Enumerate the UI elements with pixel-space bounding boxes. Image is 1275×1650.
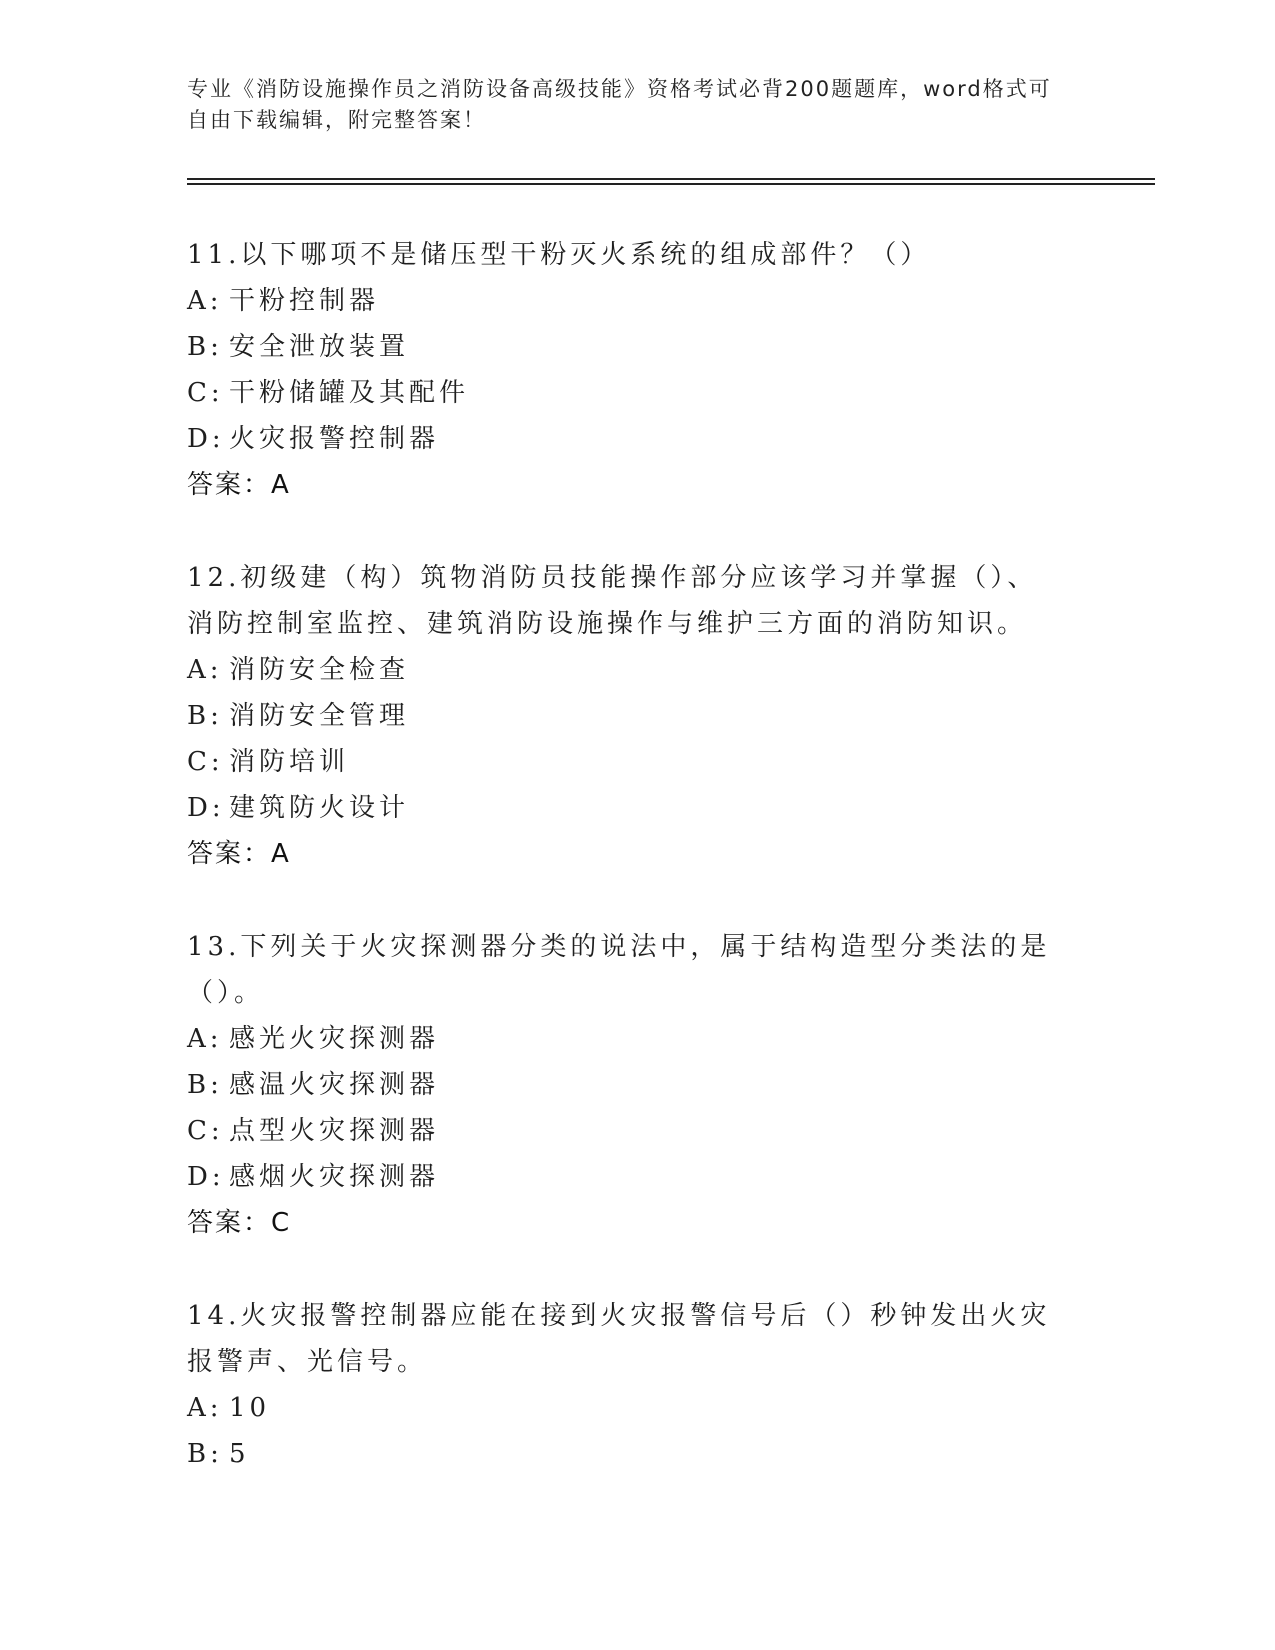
option-letter: A: [187,1024,223,1054]
option-letter: C: [187,747,224,777]
option-letter: A: [187,1393,223,1423]
option-letter: B: [187,332,223,362]
option-c [187,1108,1087,1154]
option-text: 火灾报警控制器 [229,424,440,454]
option-letter: B: [187,1070,223,1100]
header-divider-bottom [187,183,1155,185]
option-letter: B: [187,1439,223,1469]
question-stem: 13.下列关于火灾探测器分类的说法中，属于结构造型分类法的是（）。 [187,932,1051,1008]
option-c [187,370,1087,416]
option-text: 感烟火灾探测器 [229,1162,440,1192]
question-14 [187,1293,1087,1477]
question-list [187,232,1087,1524]
option-text: 感光火灾探测器 [229,1024,440,1054]
option-a [187,647,1087,693]
option-letter: C: [187,378,224,408]
option-letter: D: [187,424,225,454]
option-letter: A: [187,655,223,685]
option-a [187,278,1087,324]
option-b [187,324,1087,370]
option-letter: B: [187,701,223,731]
option-d [187,785,1087,831]
answer-key: 答案：A [187,839,291,869]
option-text: 5 [229,1439,250,1469]
option-text: 消防安全管理 [229,701,410,731]
option-letter: D: [187,1162,225,1192]
question-stem: 14.火灾报警控制器应能在接到火灾报警信号后（）秒钟发出火灾报警声、光信号。 [187,1301,1051,1377]
option-b [187,1431,1087,1477]
option-c [187,739,1087,785]
question-12 [187,555,1087,877]
option-text: 干粉控制器 [229,286,380,316]
option-a [187,1016,1087,1062]
option-letter: A: [187,286,223,316]
option-text: 点型火灾探测器 [229,1116,440,1146]
option-letter: C: [187,1116,224,1146]
question-stem: 12.初级建（构）筑物消防员技能操作部分应该学习并掌握（）、消防控制室监控、建筑消防设施操作与维护三方面的消防知识。 [187,563,1038,639]
option-text: 干粉储罐及其配件 [229,378,470,408]
question-11 [187,232,1087,508]
option-d [187,1154,1087,1200]
answer-key: 答案：A [187,470,291,500]
option-text: 消防培训 [229,747,350,777]
header-divider-top [187,178,1155,180]
option-text: 感温火灾探测器 [229,1070,440,1100]
option-text: 建筑防火设计 [229,793,410,823]
option-b [187,1062,1087,1108]
option-a [187,1385,1087,1431]
option-text: 消防安全检查 [229,655,410,685]
document-header: 专业《消防设施操作员之消防设备高级技能》资格考试必背200题题库，word格式可自由下载编辑，附完整答案！ [187,77,1052,132]
option-text: 安全泄放装置 [229,332,410,362]
option-d [187,416,1087,462]
question-stem: 11.以下哪项不是储压型干粉灭火系统的组成部件？（） [187,240,931,270]
option-letter: D: [187,793,225,823]
answer-key: 答案：C [187,1208,292,1238]
question-13 [187,924,1087,1246]
option-b [187,693,1087,739]
option-text: 10 [229,1393,271,1423]
